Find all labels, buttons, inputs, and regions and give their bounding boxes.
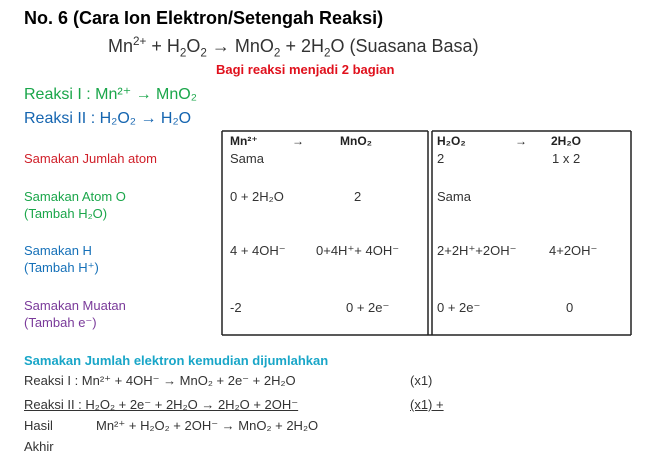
header-right-arrow: → (515, 134, 527, 148)
row2-right-a: Sama (437, 189, 471, 204)
header-left-arrow: → (292, 134, 304, 148)
row-sub-oxygen: (Tambah H₂O) (24, 206, 108, 221)
row-label-charge: Samakan Muatan (24, 298, 126, 313)
row4-left-b: 0 + 2e⁻ (346, 300, 390, 315)
summary-reaksi-1: Reaksi I : Mn²⁺ + 4OH⁻ → MnO₂ + 2e⁻ + 2H₂O (24, 373, 296, 388)
row2-left-a: 0 + 2H₂O (230, 189, 284, 204)
row1-left-a: Sama (230, 151, 264, 166)
header-right-b: 2H₂O (551, 134, 582, 148)
row-label-hydrogen: Samakan H (24, 243, 92, 258)
summary-mult-2: (x1) + (410, 397, 444, 412)
header-right-a: H₂O₂ (437, 134, 466, 148)
summary-heading: Samakan Jumlah elektron kemudian dijumlahkan (24, 353, 329, 368)
row-sub-charge: (Tambah e⁻) (24, 315, 97, 330)
row2-left-b: 2 (354, 189, 362, 204)
main-equation: $Mn^{2+} + H_2O_2 \to MnO_2 + 2H_2O$ (Suasana Basa) (108, 35, 479, 60)
row4-left-a: -2 (230, 300, 242, 315)
summary-hasil-label: Hasil (24, 418, 53, 433)
summary-reaksi-2: Reaksi II : H₂O₂ + 2e⁻ + 2H₂O → 2H₂O + 2OH⁻ (24, 397, 299, 412)
row1-right-a: 2 (437, 151, 445, 166)
page-title: No. 6 (Cara Ion Elektron/Setengah Reaksi) (24, 8, 384, 28)
row-sub-hydrogen: (Tambah H⁺) (24, 260, 99, 275)
header-left-b: MnO₂ (340, 134, 372, 148)
row-label-atom: Samakan Jumlah atom (24, 151, 157, 166)
row4-right-a: 0 + 2e⁻ (437, 300, 481, 315)
row1-right-b: 1 x 2 (552, 151, 581, 166)
row3-left-b: 0+4H⁺+ 4OH⁻ (316, 243, 400, 258)
row-label-oxygen: Samakan Atom O (24, 189, 126, 204)
header-left-a: Mn²⁺ (230, 134, 258, 148)
row4-right-b: 0 (566, 300, 574, 315)
instruction-text: Bagi reaksi menjadi 2 bagian (216, 62, 395, 77)
summary-hasil-equation: Mn²⁺ + H₂O₂ + 2OH⁻ → MnO₂ + 2H₂O (96, 418, 319, 433)
row3-right-b: 4+2OH⁻ (549, 243, 598, 258)
summary-akhir-label: Akhir (24, 439, 54, 454)
summary-mult-1: (x1) (410, 373, 433, 388)
row3-right-a: 2+2H⁺+2OH⁻ (437, 243, 517, 258)
reaksi-1: Reaksi I : Mn²⁺ → MnO₂ (24, 86, 197, 103)
reaksi-2: Reaksi II : H₂O₂ → H₂O (24, 110, 192, 127)
row3-left-a: 4 + 4OH⁻ (230, 243, 286, 258)
